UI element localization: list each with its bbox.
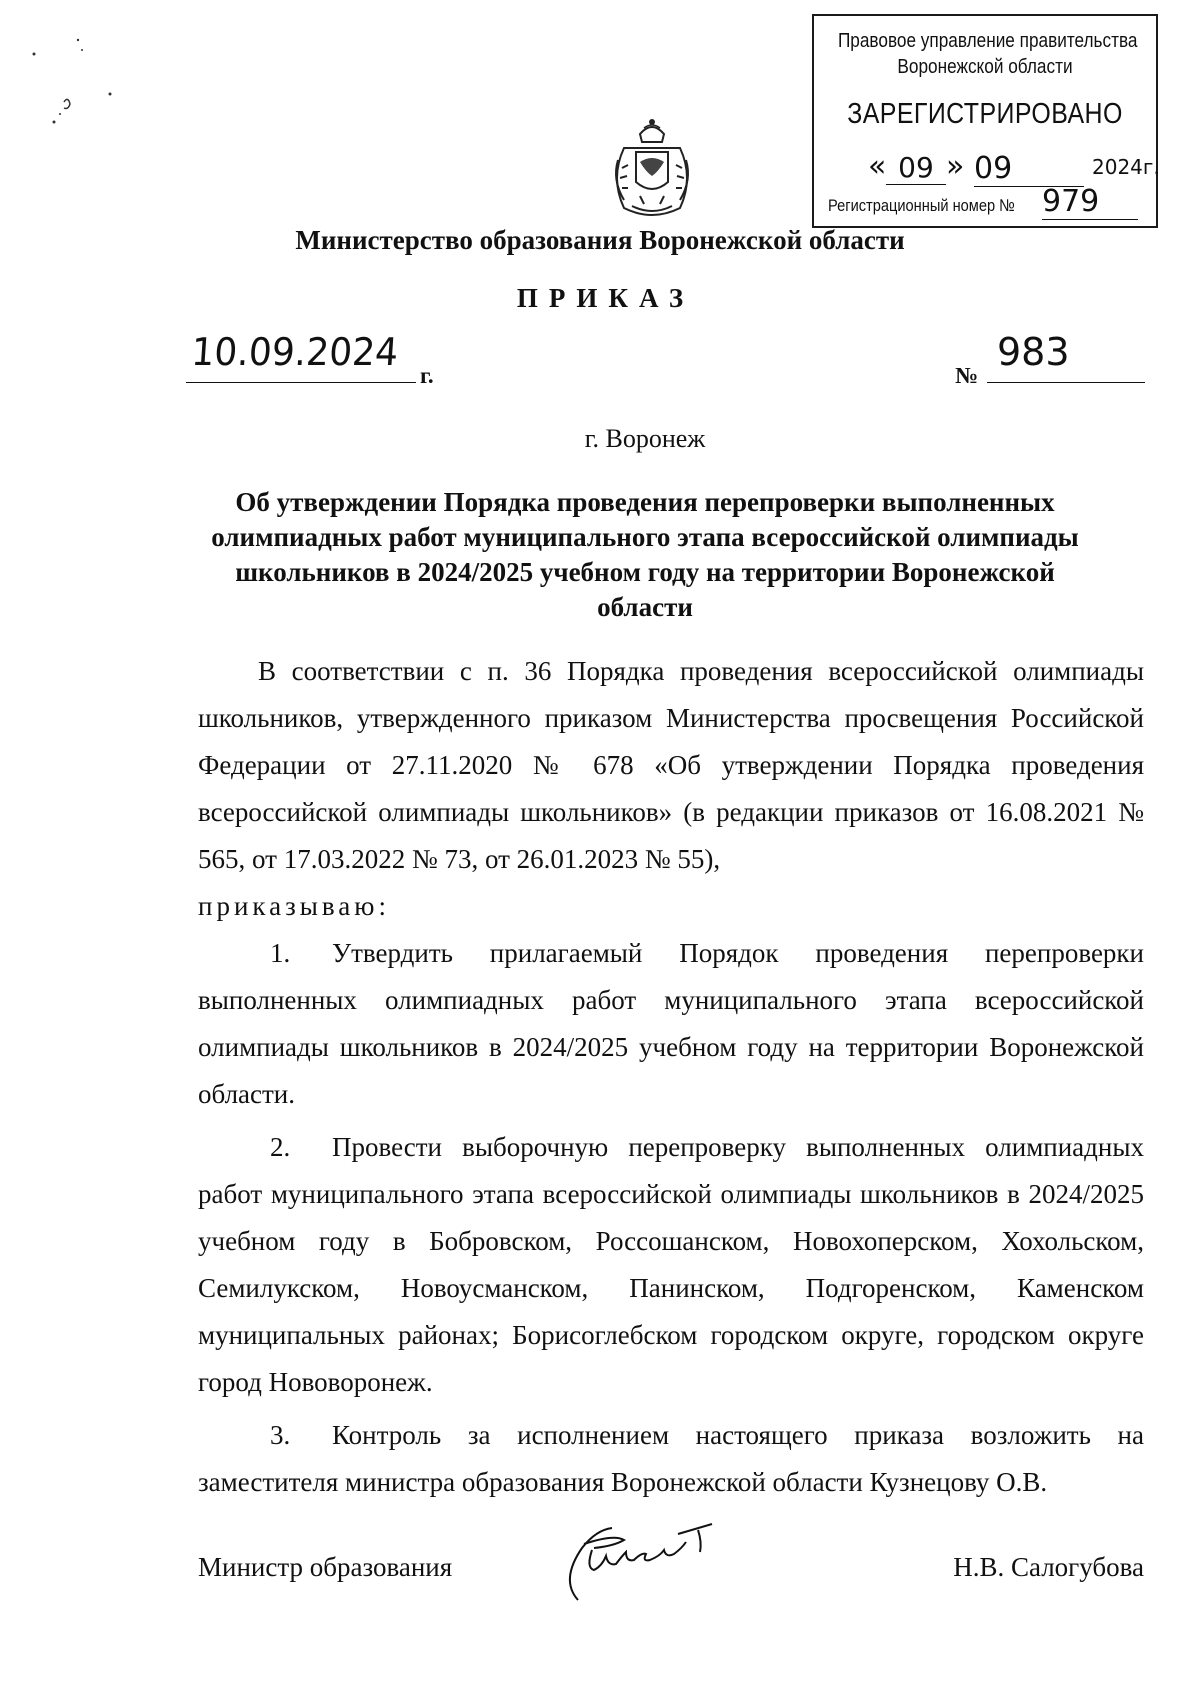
order-number bbox=[955, 330, 1145, 386]
stamp-day: 09 bbox=[886, 151, 946, 185]
order-number-prefix: № bbox=[955, 363, 979, 388]
order-word: приказываю: bbox=[198, 891, 390, 921]
signer-title: Министр образования bbox=[198, 1552, 453, 1582]
stamp-date bbox=[854, 149, 1160, 189]
stamp-department: Правовое управление правительства bbox=[837, 30, 1138, 52]
stamp-year: 2024г. bbox=[1092, 155, 1160, 179]
stamp-region: Воронежской области bbox=[897, 56, 1073, 78]
number-underline bbox=[987, 382, 1145, 383]
date-underline bbox=[186, 382, 416, 383]
signer-name: Н.В. Салогубова bbox=[953, 1552, 1144, 1582]
coat-of-arms-icon bbox=[606, 114, 698, 222]
order-item bbox=[198, 1124, 1144, 1406]
order-item-number: 1. bbox=[270, 938, 291, 968]
order-item-number: 2. bbox=[270, 1132, 291, 1162]
handwritten-signature bbox=[548, 1520, 738, 1608]
order-item-text: Провести выборочную перепроверку выполненных олимпиадных работ муниципального этапа всероссийской олимпиады школьников в 2024/2025 учебном году в Бобровском, Россошанском, Новохоперском, Хохольском, Семилукском, Новоусманском, Панинском, Подгоренском, Каменском муниципальных районах; Борисоглебском городском округе, городском округе город Нововоронеж. bbox=[198, 1132, 1144, 1397]
ministry-name: Министерство образования Воронежской области bbox=[295, 225, 905, 255]
order-item-text: Контроль за исполнением настоящего приказа возложить на заместителя министра образования Воронежской области Кузнецову О.В. bbox=[198, 1420, 1144, 1497]
stamp-quote-close: » bbox=[946, 149, 965, 184]
order-subject: Об утверждении Порядка проведения перепроверки выполненных олимпиадных работ муниципального этапа всероссийской олимпиады школьников в 2024/2025 учебном году на территории Воронежской области bbox=[211, 487, 1079, 622]
document-type: ПРИКАЗ bbox=[516, 283, 695, 313]
stamp-reg-number: 979 bbox=[1042, 184, 1138, 220]
scan-specks bbox=[30, 30, 150, 140]
stamp-month: 09 bbox=[974, 151, 1084, 187]
order-number-handwritten: 983 bbox=[997, 330, 1070, 374]
order-body bbox=[198, 648, 1144, 1506]
order-date bbox=[186, 330, 446, 386]
stamp-quote-open: « bbox=[868, 149, 887, 184]
order-item-number: 3. bbox=[270, 1420, 291, 1450]
order-date-suffix: г. bbox=[420, 363, 434, 388]
city: г. Воронеж bbox=[584, 424, 706, 453]
order-item bbox=[198, 1412, 1144, 1506]
preamble: В соответствии с п. 36 Порядка проведения всероссийской олимпиады школьников, утвержденного приказом Министерства просвещения Российской Федерации от 27.11.2020 № 678 «Об утверждении Порядка проведения всероссийской олимпиады школьников» (в редакции приказов от 16.08.2021 № 565, от 17.03.2022 № 73, от 26.01.2023 № 55), bbox=[198, 656, 1144, 874]
stamp-reg-label: Регистрационный номер № bbox=[828, 196, 1015, 215]
order-date-handwritten: 10.09.2024 bbox=[189, 330, 400, 374]
order-item-text: Утвердить прилагаемый Порядок проведения перепроверки выполненных олимпиадных работ муниципального этапа всероссийской олимпиады школьников в 2024/2025 учебном году на территории Воронежской области. bbox=[198, 938, 1144, 1109]
order-item bbox=[198, 930, 1144, 1118]
registration-stamp bbox=[812, 14, 1158, 228]
stamp-status: ЗАРЕГИСТРИРОВАНО bbox=[847, 98, 1123, 130]
